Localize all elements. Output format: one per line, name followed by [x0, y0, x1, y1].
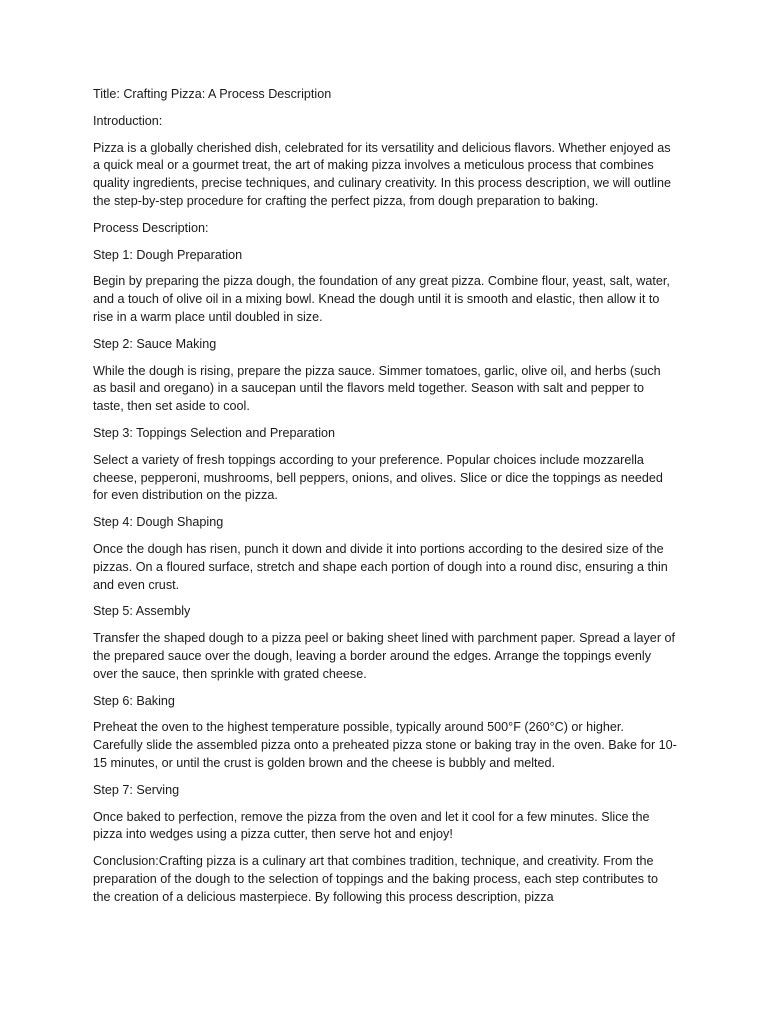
step-6-paragraph: Preheat the oven to the highest temperature possible, typically around 500°F (260°C) or higher. Carefully slide the assembled pizza onto a preheated pizza stone or baking tray in the oven. Bake for 10-15 minutes, or until the crust is golden brown and the cheese is bubbly and melted. — [93, 720, 677, 770]
introduction-paragraph: Pizza is a globally cherished dish, celebrated for its versatility and delicious flavors. Whether enjoyed as a quick meal or a gourmet treat, the art of making pizza involves a meticulous process that combines quality ingredients, precise techniques, and culinary creativity. In this process description, we will outline the step-by-step procedure for crafting the perfect pizza, from dough preparation to baking. — [93, 140, 671, 208]
process-heading: Process Description: — [93, 220, 209, 235]
step-7-heading: Step 7: Serving — [93, 782, 180, 797]
conclusion-paragraph: Conclusion:Crafting pizza is a culinary art that combines tradition, technique, and creativity. From the preparation of the dough to the selection of toppings and the baking process, each step contributes to the creation of a delicious masterpiece. By following this process description, pizza — [93, 854, 659, 904]
step-1-paragraph: Begin by preparing the pizza dough, the foundation of any great pizza. Combine flour, yeast, salt, water, and a touch of olive oil in a mixing bowl. Knead the dough until it is smooth and elastic, then allow it to rise in a warm place until doubled in size. — [93, 274, 670, 324]
step-6-heading: Step 6: Baking — [93, 693, 175, 708]
step-2-heading: Step 2: Sauce Making — [93, 336, 217, 351]
step-5-paragraph: Transfer the shaped dough to a pizza peel or baking sheet lined with parchment paper. Spread a layer of the prepared sauce over the dough, leaving a border around the edges. Arrange the toppings evenly over the sauce, then sprinkle with grated cheese. — [93, 631, 676, 681]
step-7-paragraph: Once baked to perfection, remove the pizza from the oven and let it cool for a few minutes. Slice the pizza into wedges using a pizza cutter, then serve hot and enjoy! — [93, 809, 650, 842]
document-body — [93, 86, 677, 915]
step-1-heading: Step 1: Dough Preparation — [93, 247, 243, 262]
step-4-paragraph: Once the dough has risen, punch it down and divide it into portions according to the desired size of the pizzas. On a floured surface, stretch and shape each portion of dough into a round disc, ensuring a thin and even crust. — [93, 541, 668, 592]
introduction-heading: Introduction: — [93, 113, 163, 128]
step-2-paragraph: While the dough is rising, prepare the pizza sauce. Simmer tomatoes, garlic, olive oil, and herbs (such as basil and oregano) in a saucepan until the flavors meld together. Season with salt and pepper to taste, then set aside to cool. — [93, 363, 661, 414]
step-3-heading: Step 3: Toppings Selection and Preparation — [93, 425, 336, 440]
step-4-heading: Step 4: Dough Shaping — [93, 515, 224, 530]
step-5-heading: Step 5: Assembly — [93, 604, 191, 619]
document-title: Title: Crafting Pizza: A Process Description — [93, 87, 332, 101]
step-3-paragraph: Select a variety of fresh toppings according to your preference. Popular choices include mozzarella cheese, pepperoni, mushrooms, bell peppers, onions, and olives. Slice or dice the toppings as needed for even distribution on the pizza. — [93, 452, 663, 503]
